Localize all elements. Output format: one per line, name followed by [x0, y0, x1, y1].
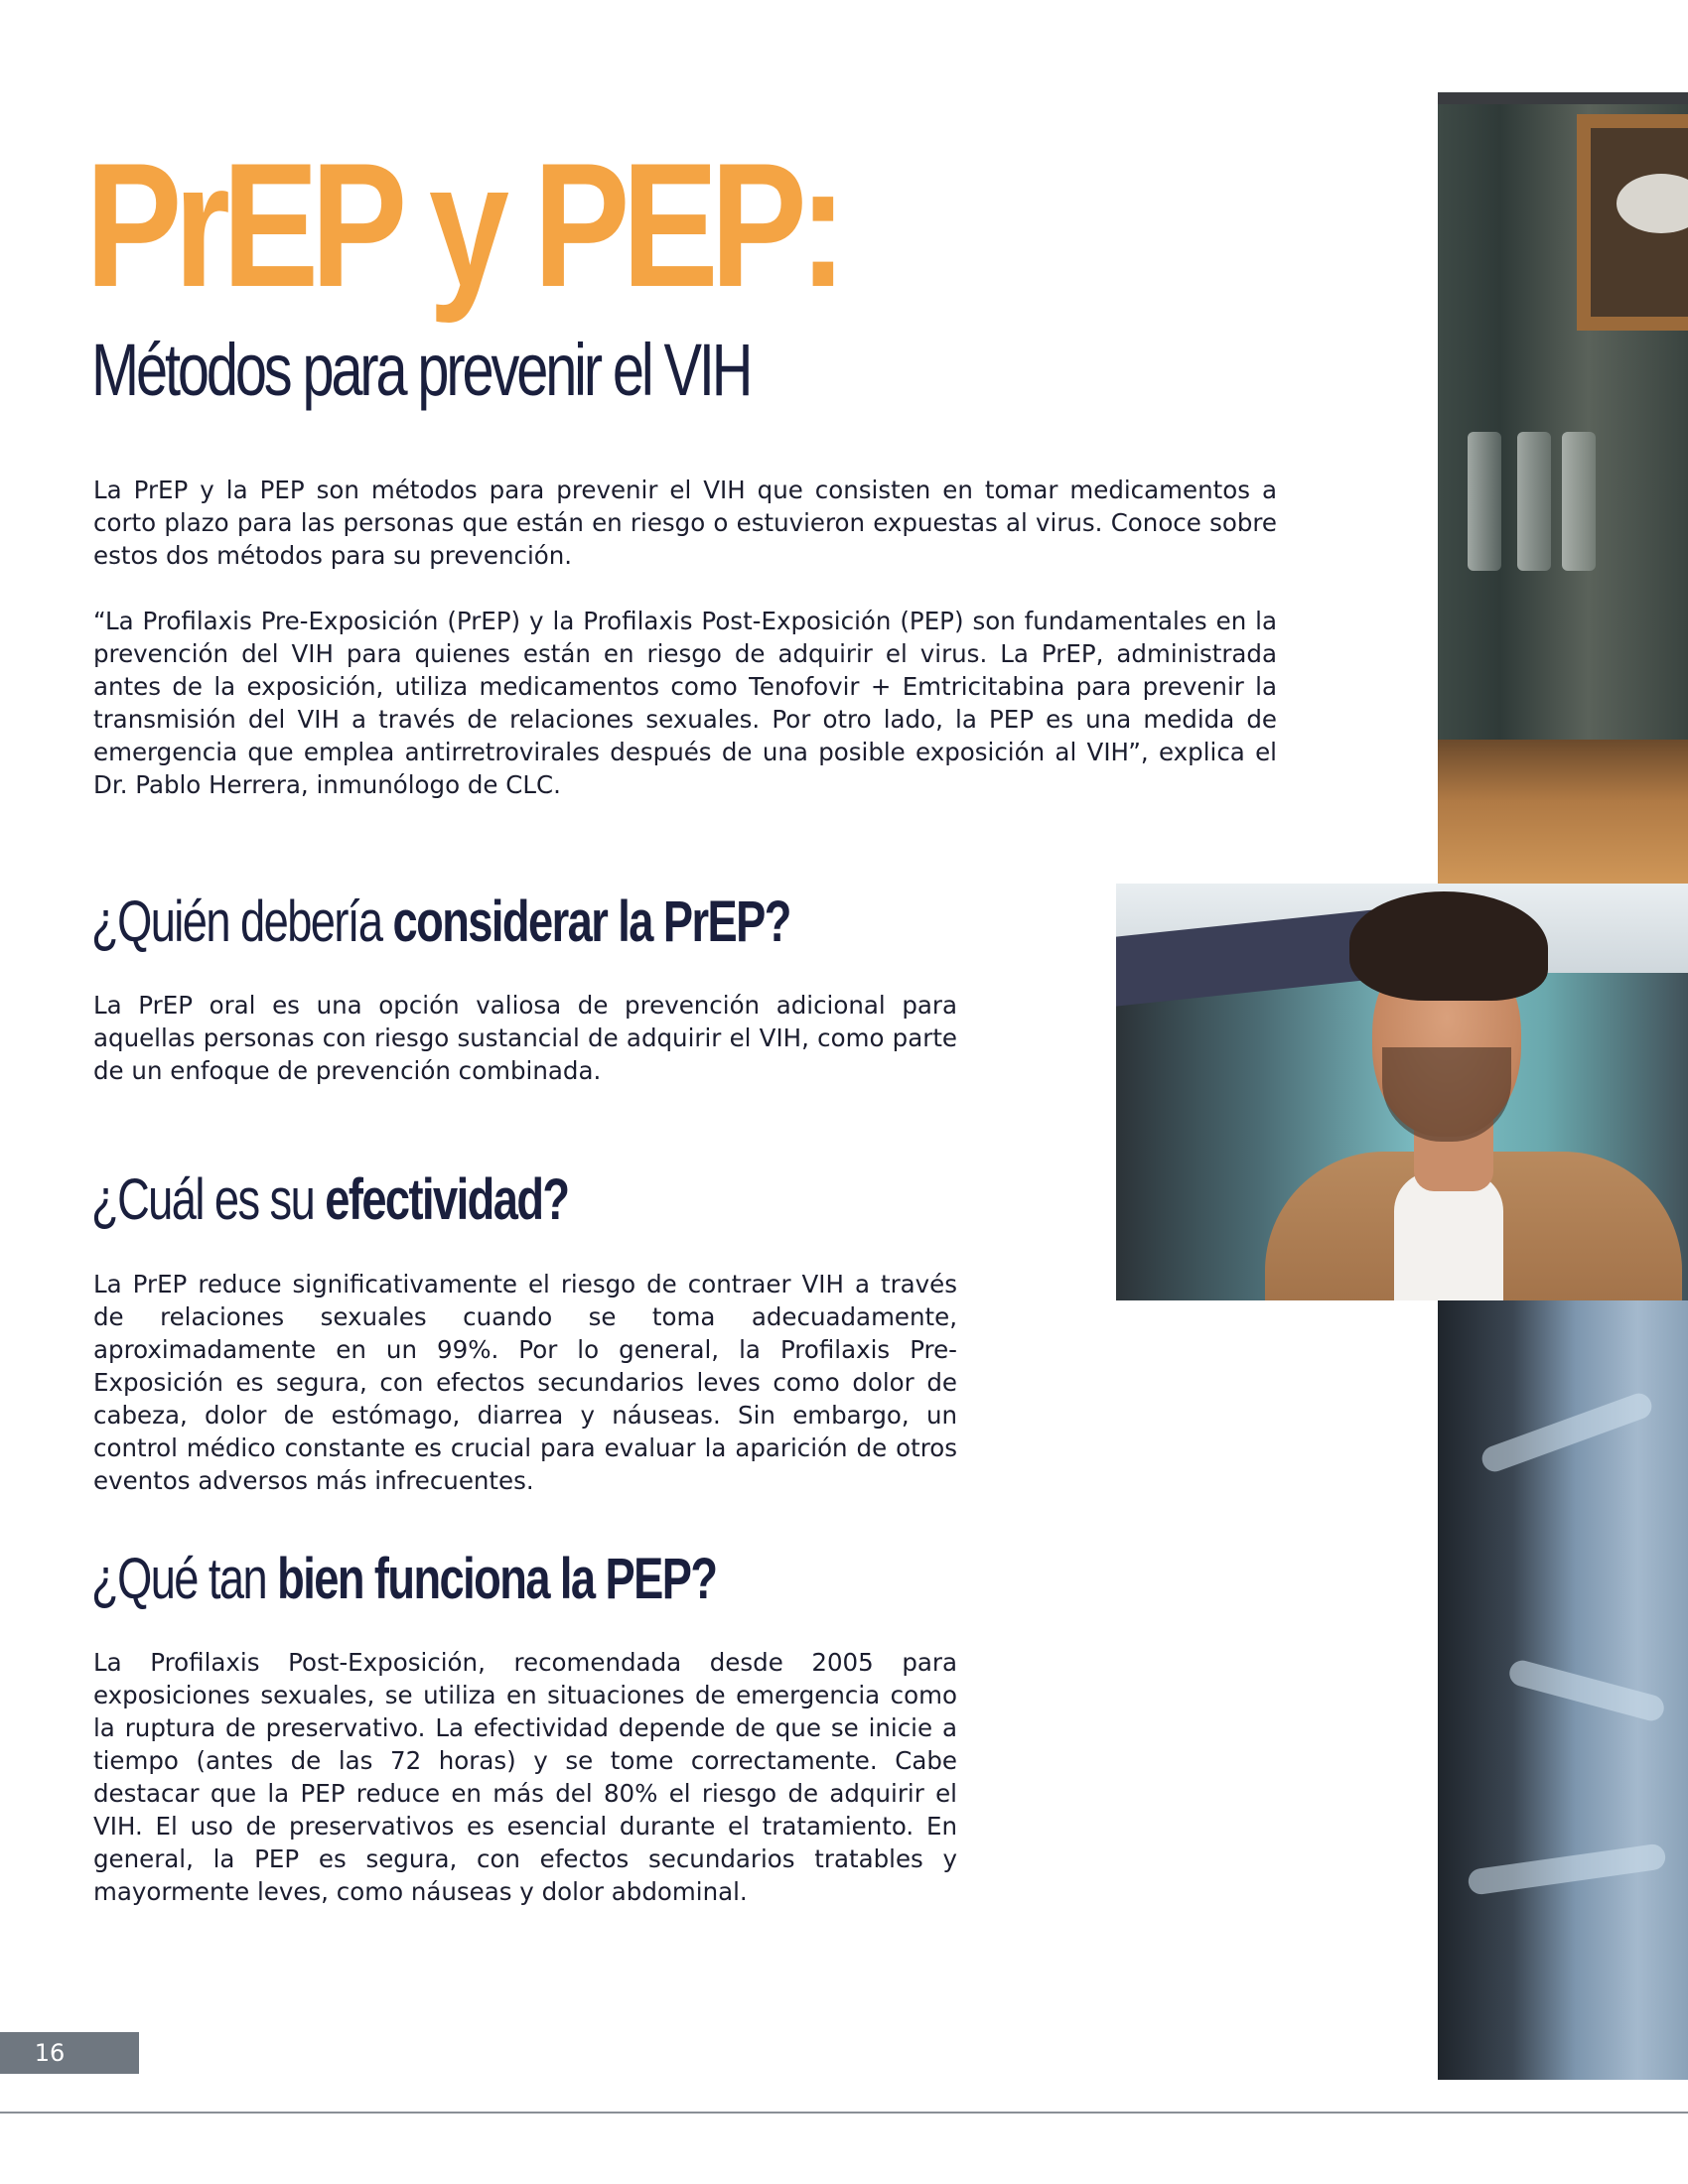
section-heading-quien — [91, 889, 790, 954]
intro-paragraph: La PrEP y la PEP son métodos para prevenir el VIH que consisten en tomar medicamentos a corto plazo para las personas que están en riesgo o estuvieron expuestas al virus. Conoce sobre estos dos métodos para su prevención. — [93, 476, 1277, 570]
denim-fold-shape — [1467, 1843, 1667, 1896]
footer-divider — [0, 2112, 1688, 2114]
glass-shape — [1562, 432, 1596, 571]
kitchen-background-photo — [1438, 92, 1688, 893]
section-heading-light: ¿Qué tan — [91, 1547, 278, 1611]
denim-fold-shape — [1506, 1658, 1666, 1724]
section-heading-efectividad — [91, 1167, 569, 1232]
denim-closeup-photo — [1438, 1300, 1688, 2080]
section-body-pep: La Profilaxis Post-Exposición, recomendada desde 2005 para exposiciones sexuales, se utiliza en situaciones de emergencia como la ruptura de preservativo. La efectividad depende de que se inicie a tiempo (antes de las 72 horas) y se tome correctamente. Cabe destacar que la PEP reduce en más del 80% el riesgo de adquirir el VIH. El uso de preservativos es esencial durante el tratamiento. En general, la PEP es segura, con efectos secundarios tratables y mayormente leves, como náuseas y dolor abdominal. — [93, 1648, 957, 1906]
section-heading-pep — [91, 1547, 717, 1611]
section-heading-light: ¿Cuál es su — [91, 1167, 326, 1232]
page-title: PrEP y PEP: — [85, 126, 839, 324]
smiling-man-photo — [1116, 884, 1688, 1300]
glass-shape — [1517, 432, 1551, 571]
page-number: 16 — [0, 2032, 139, 2074]
quote-paragraph: “La Profilaxis Pre-Exposición (PrEP) y la Profilaxis Post-Exposición (PEP) son fundamentales en la prevención del VIH para quienes están en riesgo de adquirir el virus. La PrEP, administrada antes de la exposición, utiliza medicamentos como Tenofovir + Emtricitabina para prevenir la transmisión del VIH a través de relaciones sexuales. Por otro lado, la PEP es una medida de emergencia que emplea antirretrovirales después de una posible exposición al VIH”, explica el Dr. Pablo Herrera, inmunólogo de CLC. — [93, 607, 1277, 799]
section-heading-bold: efectividad? — [325, 1167, 569, 1232]
section-heading-bold: considerar la PrEP? — [392, 889, 790, 954]
glass-shape — [1468, 432, 1501, 571]
denim-fold-shape — [1478, 1390, 1655, 1475]
section-heading-light: ¿Quién debería — [91, 889, 393, 954]
section-body-efectividad: La PrEP reduce significativamente el riesgo de contraer VIH a través de relaciones sexuales cuando se toma adecuadamente, aproximadamente en un 99%. Por lo general, la Profilaxis Pre-Exposición es segura, con efectos secundarios leves como dolor de cabeza, dolor de estómago, diarrea y náuseas. Sin embargo, un control médico constante es crucial para evaluar la aparición de otros eventos adversos más infrecuentes. — [93, 1270, 957, 1495]
section-body-quien: La PrEP oral es una opción valiosa de prevención adicional para aquellas personas con riesgo sustancial de adquirir el VIH, como parte de un enfoque de prevención combinada. — [93, 991, 957, 1085]
hair-shape — [1349, 891, 1548, 1001]
section-heading-bold: bien funciona la PEP? — [277, 1547, 717, 1611]
page-subtitle: Métodos para prevenir el VIH — [91, 329, 751, 411]
counter-shape — [1438, 740, 1688, 893]
